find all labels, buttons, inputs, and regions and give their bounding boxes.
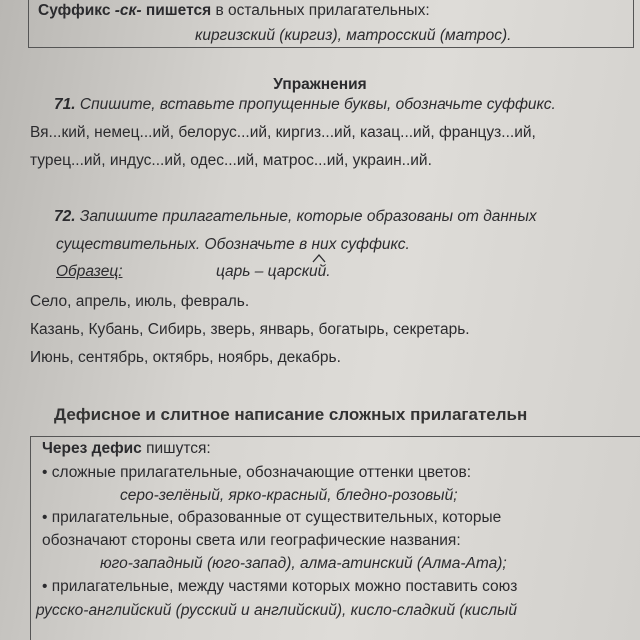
bullet-icon: • (42, 464, 48, 481)
section-title: Дефисное и слитное написание сложных прилагательн (54, 405, 528, 424)
exercise-71-line: турец...ий, индус...ий, одес...ий, матрос...ий, украин..ий. (30, 152, 432, 169)
rule-item-text-2: обозначают стороны света или географические названия: (42, 532, 461, 549)
rule-item (42, 509, 501, 527)
exercise-72-instruction (54, 208, 537, 226)
rule-example: киргизский (киргиз), матросский (матрос). (195, 27, 512, 44)
bullet-icon: • (42, 509, 48, 526)
rule-text: Суффикс (38, 2, 115, 19)
exercise-instruction: Запишите прилагательные, которые образованы от данных (75, 208, 537, 225)
rule-text: пишется (141, 2, 212, 19)
exercise-number: 72. (54, 208, 76, 225)
rule-item-text: прилагательные, между частями которых можно поставить союз (47, 578, 518, 595)
exercise-72-line: Казань, Кубань, Сибирь, зверь, январь, богатырь, секретарь. (30, 321, 470, 338)
bullet-icon: • (42, 578, 48, 595)
rule-item-examples: серо-зелёный, ярко-красный, бледно-розовый; (120, 487, 458, 504)
rule-item-text: сложные прилагательные, обозначающие оттенки цветов: (47, 464, 472, 481)
sample-label: Образец: (56, 263, 123, 280)
rule-suffix: -ск- (114, 2, 142, 19)
exercise-instruction: Спишите, вставьте пропущенные буквы, обозначьте суффикс. (75, 96, 556, 113)
hyphen-label: Через дефис (42, 440, 142, 457)
exercise-72-line: Июнь, сентябрь, октябрь, ноябрь, декабрь. (30, 349, 341, 366)
rule-item (42, 578, 517, 596)
exercise-72-instruction-2: существительных. Обозначьте в них суффикс. (56, 236, 410, 253)
rule-item (42, 464, 471, 482)
exercise-71-line: Вя...кий, немец...ий, белорус...ий, киргиз...ий, казац...ий, француз...ий, (30, 124, 536, 141)
hyphen-rest: пишутся: (141, 440, 211, 457)
exercises-heading: Упражнения (273, 76, 367, 93)
rule-item-text: прилагательные, образованные от существительных, которые (47, 509, 502, 526)
rule-item-examples: юго-западный (юго-запад), алма-атинский (Алма-Ата); (100, 555, 507, 572)
exercise-number: 71. (54, 96, 76, 113)
exercise-71-instruction (54, 96, 556, 114)
suffix-mark-icon (312, 253, 326, 263)
rule-item-examples: русско-английский (русский и английский), кисло-сладкий (кислый (36, 602, 518, 619)
rule-text: в остальных прилагательных: (211, 2, 430, 19)
sample-value: царь – царский. (216, 263, 331, 280)
rule-line (38, 2, 430, 20)
hyphen-rule-heading (42, 440, 211, 458)
exercise-72-line: Село, апрель, июль, февраль. (30, 293, 250, 310)
